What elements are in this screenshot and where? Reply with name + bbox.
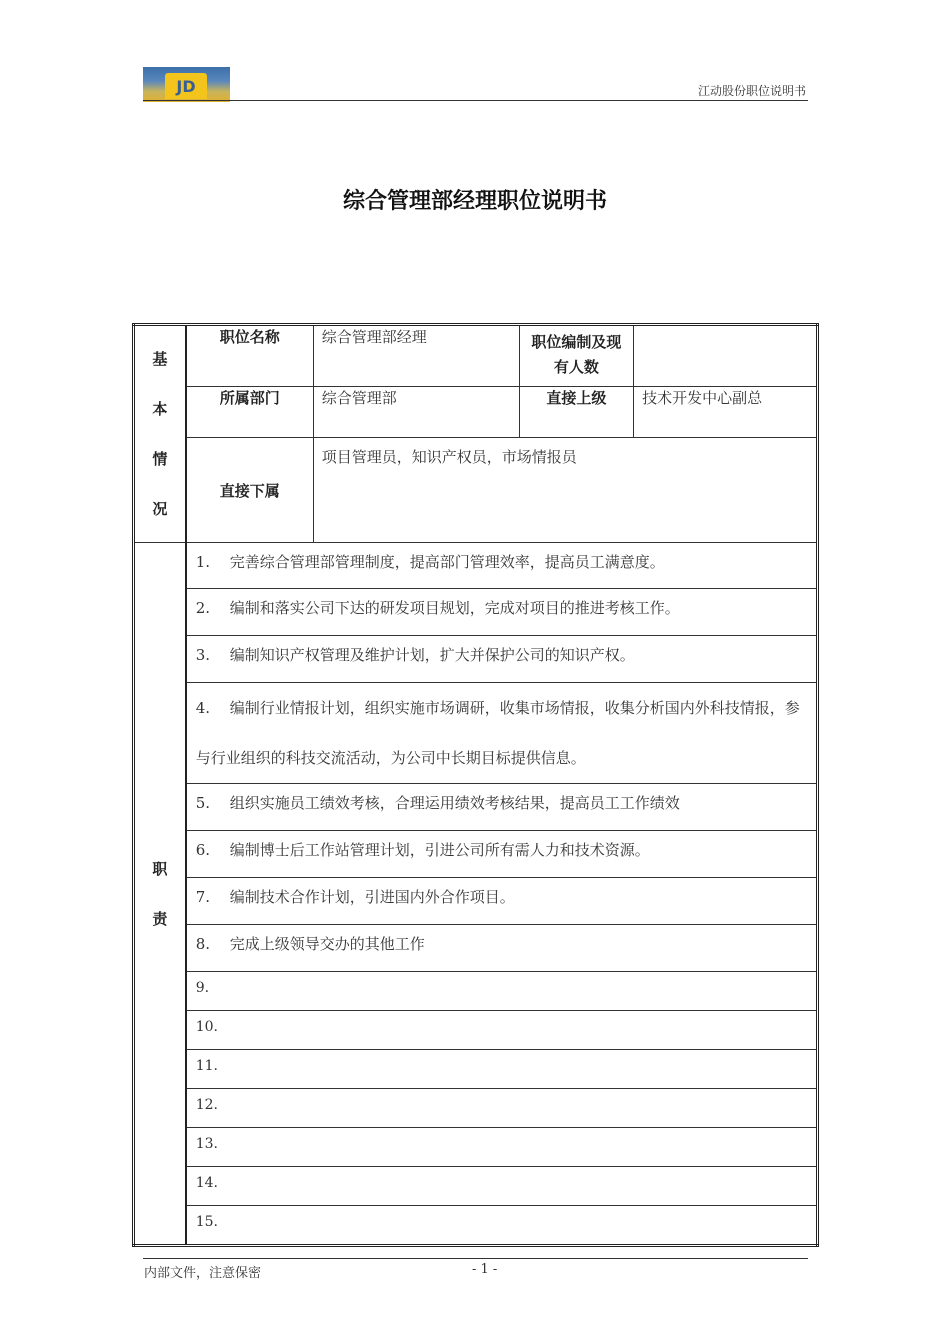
duty-item	[186, 1206, 818, 1246]
duty-text: 完善综合管理部管理制度，提高部门管理效率，提高员工满意度。	[229, 553, 665, 571]
duty-item	[186, 1011, 818, 1050]
duty-text: 编制和落实公司下达的研发项目规划，完成对项目的推进考核工作。	[229, 599, 680, 617]
footer-rule	[143, 1258, 808, 1259]
header-rule	[143, 100, 808, 101]
duty-item	[186, 543, 818, 589]
company-logo	[143, 67, 230, 102]
duty-row	[134, 1128, 818, 1167]
duty-row	[134, 543, 818, 589]
duty-row	[134, 589, 818, 636]
duty-row	[134, 1011, 818, 1050]
duty-number: 6.	[195, 841, 211, 859]
duty-number: 11.	[195, 1058, 218, 1074]
duty-item	[186, 1167, 818, 1206]
document-title: 综合管理部经理职位说明书	[342, 189, 607, 214]
duty-item	[186, 589, 818, 636]
section-basic-label: 基 本 情 况	[134, 325, 186, 543]
position-name-value: 综合管理部经理	[313, 325, 519, 387]
duty-number: 13.	[195, 1136, 218, 1152]
duty-item	[186, 1089, 818, 1128]
department-value: 综合管理部	[313, 387, 519, 438]
job-description-table	[132, 323, 819, 1247]
duty-number: 14.	[195, 1175, 218, 1191]
duty-number: 8.	[195, 935, 211, 953]
duty-number: 9.	[195, 980, 210, 996]
duty-item	[186, 636, 818, 683]
duty-text: 编制行业情报计划，组织实施市场调研，收集市场情报，收集分析国内外科技情报，参与行业组织的科技交流活动，为公司中长期目标提供信息。	[195, 699, 800, 767]
duty-item	[186, 683, 818, 784]
duty-row	[134, 878, 818, 925]
duty-number: 3.	[195, 646, 211, 664]
logo-mark: JD	[165, 73, 207, 99]
duty-number: 10.	[195, 1019, 218, 1035]
headcount-value	[634, 325, 818, 387]
duty-item	[186, 925, 818, 972]
supervisor-label: 直接上级	[519, 387, 634, 438]
department-label: 所属部门	[186, 387, 314, 438]
headcount-label: 职位编制及现有人数	[519, 325, 634, 387]
header-doc-series: 江动股份职位说明书	[697, 84, 806, 98]
duty-number: 2.	[195, 599, 211, 617]
duty-number: 1.	[195, 553, 211, 571]
duty-item	[186, 784, 818, 831]
duty-number: 5.	[195, 794, 211, 812]
duty-row	[134, 972, 818, 1011]
duty-number: 7.	[195, 888, 211, 906]
duty-row	[134, 925, 818, 972]
subordinates-label: 直接下属	[186, 438, 314, 543]
duty-row	[134, 636, 818, 683]
duty-row	[134, 1050, 818, 1089]
duty-item	[186, 1050, 818, 1089]
duty-row	[134, 1167, 818, 1206]
position-name-label: 职位名称	[186, 325, 314, 387]
supervisor-value: 技术开发中心副总	[634, 387, 818, 438]
duty-row	[134, 784, 818, 831]
duty-row	[134, 1089, 818, 1128]
duty-number: 15.	[195, 1214, 218, 1230]
duty-text: 编制博士后工作站管理计划，引进公司所有需人力和技术资源。	[229, 841, 650, 859]
subordinates-value: 项目管理员，知识产权员，市场情报员	[313, 438, 817, 543]
duty-item	[186, 972, 818, 1011]
duty-text: 编制知识产权管理及维护计划，扩大并保护公司的知识产权。	[229, 646, 635, 664]
duty-number: 12.	[195, 1097, 218, 1113]
footer-confidential: 内部文件，注意保密	[144, 1266, 262, 1281]
footer-page-number: - 1 -	[472, 1262, 498, 1277]
duty-row	[134, 1206, 818, 1246]
duty-item	[186, 1128, 818, 1167]
duty-item	[186, 878, 818, 925]
duty-item	[186, 831, 818, 878]
section-duties-label: 职 责	[134, 543, 186, 1246]
duty-text: 完成上级领导交办的其他工作	[229, 935, 425, 953]
duty-number: 4.	[195, 699, 211, 717]
duty-text: 组织实施员工绩效考核，合理运用绩效考核结果，提高员工工作绩效	[229, 794, 680, 812]
duty-text: 编制技术合作计划，引进国内外合作项目。	[229, 888, 515, 906]
duty-row	[134, 683, 818, 784]
duty-row	[134, 831, 818, 878]
